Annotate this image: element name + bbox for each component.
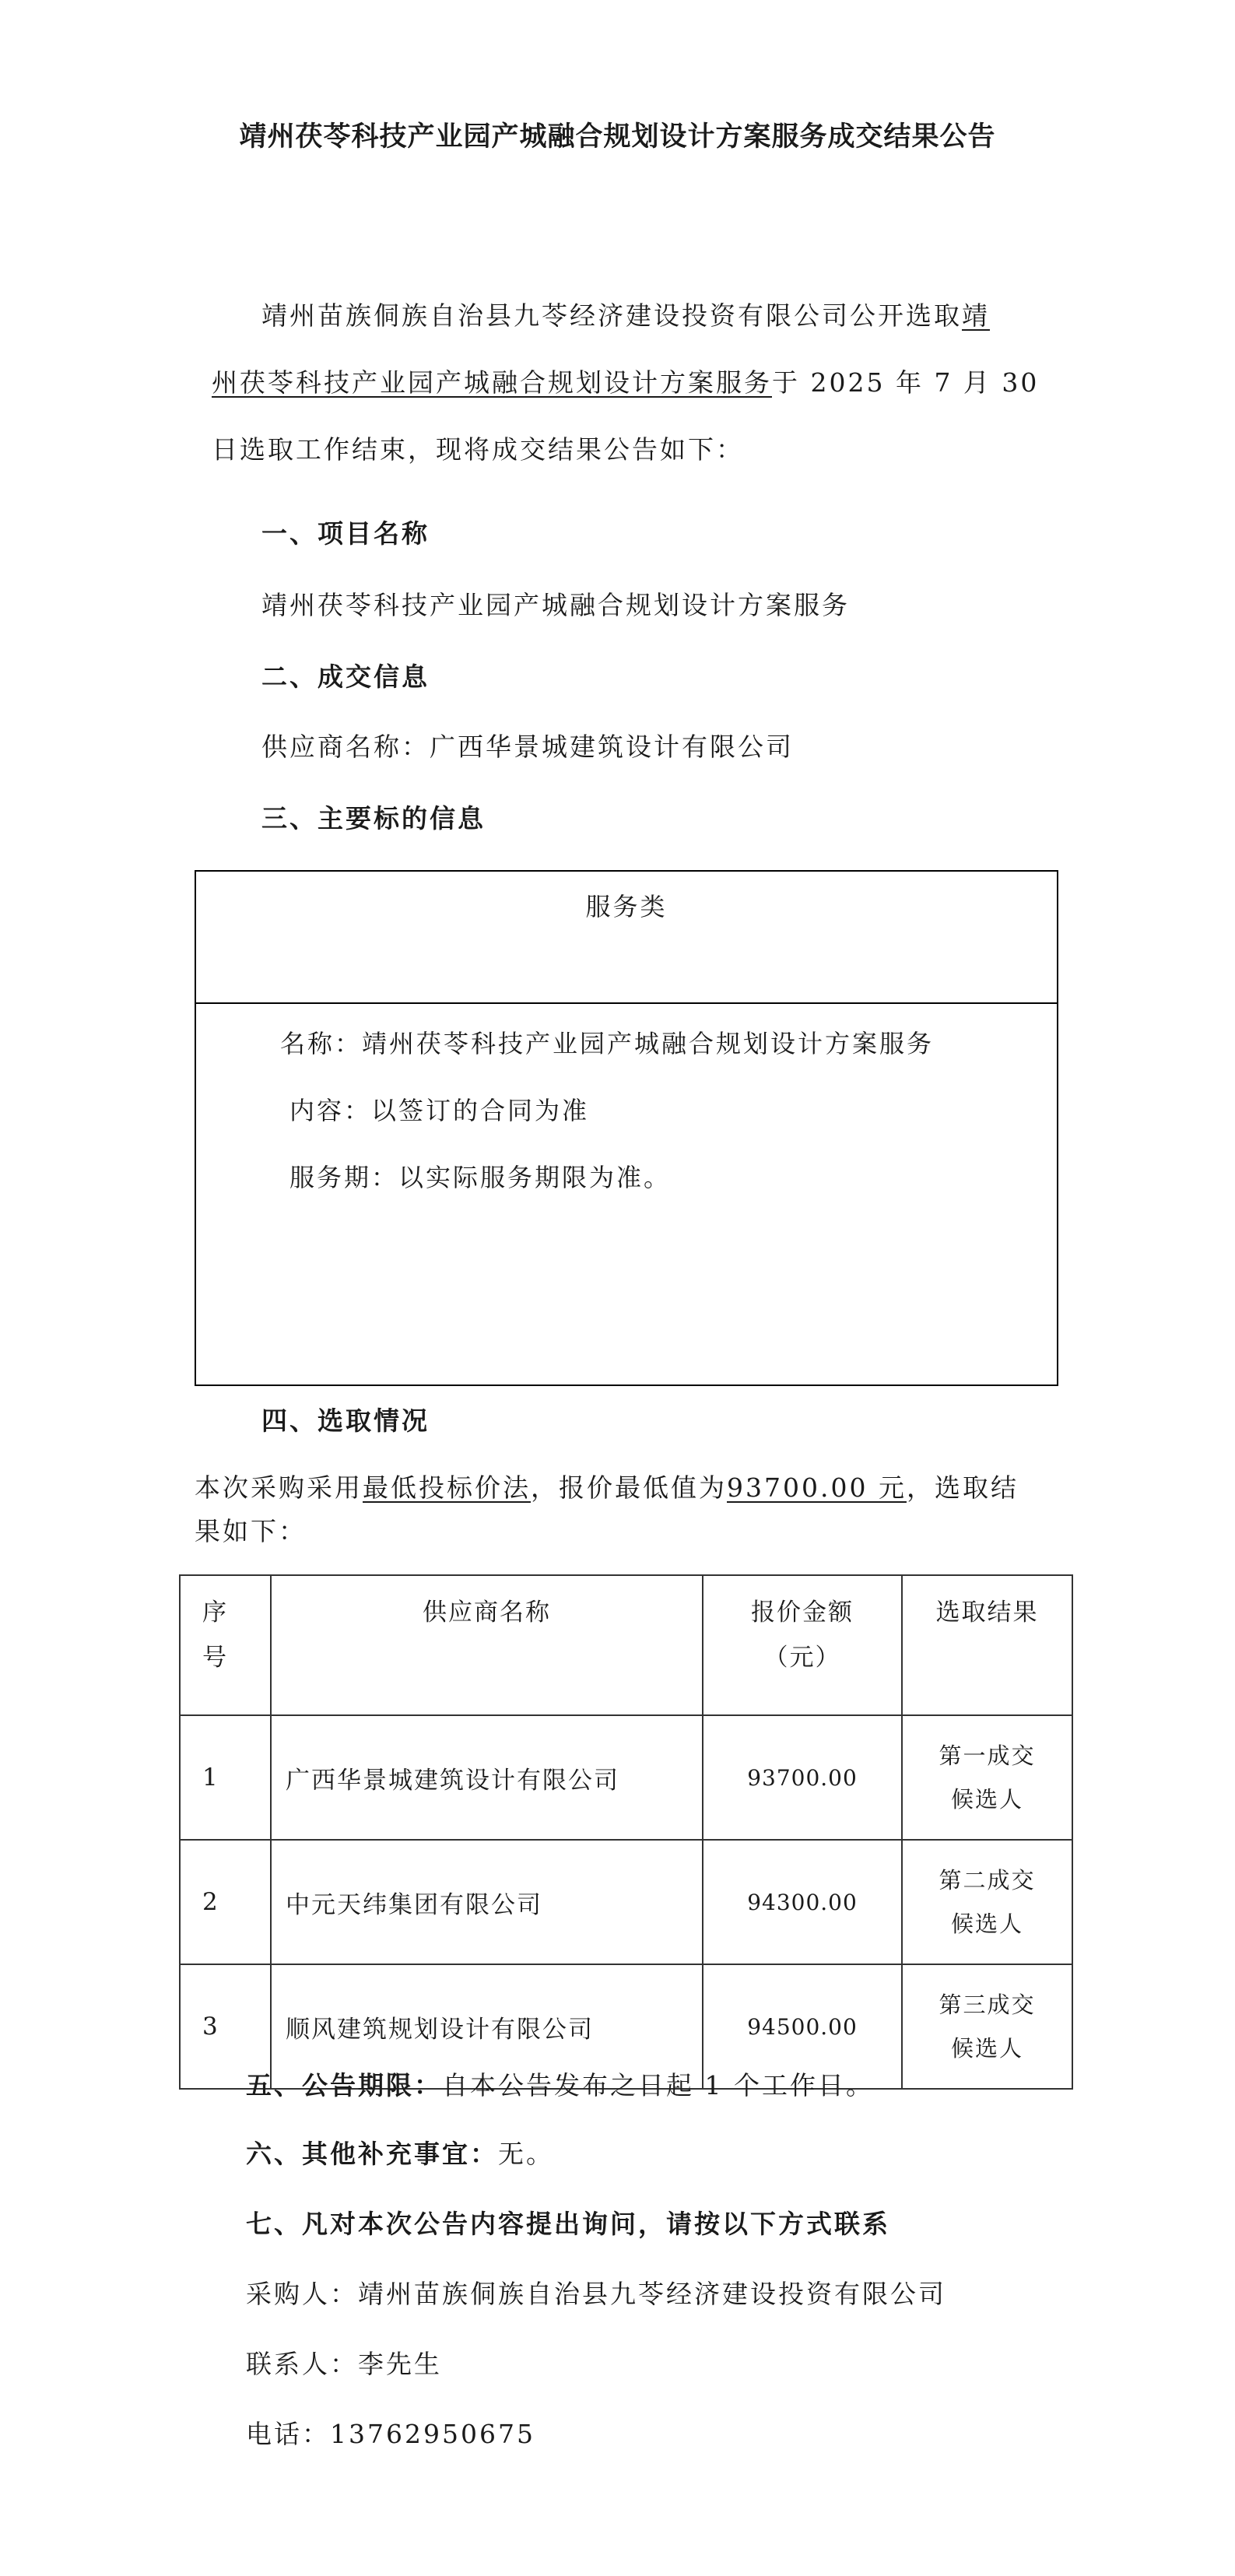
purchaser: 采购人：靖州苗族侗族自治县九苓经济建设投资有限公司 [246, 2279, 946, 2309]
section-5-heading: 五、公告期限： [246, 2070, 442, 2100]
subject-period: 服务期：以实际服务期限为准。 [289, 1163, 672, 1192]
contact-person: 联系人：李先生 [246, 2349, 442, 2379]
row-supplier: 广西华景城建筑设计有限公司 [271, 1715, 703, 1840]
row-supplier: 顺风建筑规划设计有限公司 [271, 1964, 703, 2089]
page-title: 靖州茯苓科技产业园产城融合规划设计方案服务成交结果公告 [239, 121, 996, 153]
row-seq: 3 [180, 1964, 271, 2089]
row-result-a: 第二成交 [939, 1867, 1036, 1893]
lowest-price: 93700.00 元 [727, 1472, 907, 1503]
section-5-line [246, 2070, 874, 2101]
intro-text-2: 于 2025 年 7 月 30 [772, 367, 1040, 398]
box-header: 服务类 [585, 892, 668, 921]
row-result [902, 1840, 1072, 1964]
contact-phone: 电话：13762950675 [246, 2419, 535, 2449]
header-supplier: 供应商名称 [271, 1575, 703, 1715]
row-seq: 2 [180, 1840, 271, 1964]
intro-line-3: 日选取工作结束，现将成交结果公告如下： [212, 434, 744, 465]
row-price: 94300.00 [703, 1840, 902, 1964]
section-2-heading: 二、成交信息 [261, 662, 430, 692]
selection-text-c: ，选取结 [906, 1472, 1019, 1503]
table-row [180, 1840, 1072, 1964]
section-5-content: 自本公告发布之日起 1 个工作日。 [442, 2070, 874, 2100]
row-price: 93700.00 [703, 1715, 902, 1840]
section-6-heading: 六、其他补充事宜： [246, 2139, 498, 2169]
subject-content: 内容：以签订的合同为准 [289, 1096, 590, 1125]
row-result [902, 1964, 1072, 2089]
header-result: 选取结果 [902, 1575, 1072, 1715]
selection-method-line [195, 1472, 1019, 1504]
table-row [180, 1715, 1072, 1840]
selection-method-line-2: 果如下： [195, 1516, 307, 1546]
row-supplier: 中元天纬集团有限公司 [271, 1840, 703, 1964]
table-header-row [180, 1575, 1072, 1715]
section-1-content: 靖州茯苓科技产业园产城融合规划设计方案服务 [261, 590, 850, 620]
section-7-heading: 七、凡对本次公告内容提出询问，请按以下方式联系 [246, 2209, 890, 2239]
section-6-content: 无。 [498, 2139, 554, 2169]
section-1-heading: 一、项目名称 [261, 518, 430, 549]
selection-method: 最低投标价法 [363, 1472, 531, 1503]
header-seq-b: 号 [202, 1644, 228, 1672]
row-seq: 1 [180, 1715, 271, 1840]
row-result-b: 候选人 [950, 1911, 1023, 1937]
header-seq-a: 序 [202, 1599, 228, 1627]
row-result [902, 1715, 1072, 1840]
box-divider [196, 1002, 1057, 1004]
results-table [179, 1574, 1073, 2090]
header-price-b: （元） [763, 1644, 841, 1672]
row-result-b: 候选人 [950, 2035, 1023, 2062]
header-price [703, 1575, 902, 1715]
intro-text-1: 靖州苗族侗族自治县九苓经济建设投资有限公司公开选取 [261, 300, 962, 331]
intro-line-2 [212, 367, 1039, 398]
section-6-line [246, 2139, 554, 2170]
subject-info-box [195, 870, 1058, 1386]
section-2-content: 供应商名称：广西华景城建筑设计有限公司 [261, 732, 794, 762]
row-result-a: 第三成交 [939, 1992, 1036, 2018]
header-seq [180, 1575, 271, 1715]
row-result-b: 候选人 [950, 1786, 1023, 1813]
project-name-link: 州茯苓科技产业园产城融合规划设计方案服务 [212, 367, 772, 398]
row-price: 94500.00 [703, 1964, 902, 2089]
section-3-heading: 三、主要标的信息 [261, 803, 486, 834]
header-price-a: 报价金额 [751, 1599, 854, 1627]
selection-text-b: ，报价最低值为 [531, 1472, 727, 1503]
subject-name: 名称：靖州茯苓科技产业园产城融合规划设计方案服务 [280, 1029, 935, 1058]
section-4-heading: 四、选取情况 [261, 1406, 430, 1436]
selection-text-a: 本次采购采用 [195, 1472, 363, 1503]
intro-line-1 [261, 300, 990, 332]
row-result-a: 第一成交 [939, 1742, 1036, 1769]
project-name-link-start: 靖 [962, 300, 990, 331]
